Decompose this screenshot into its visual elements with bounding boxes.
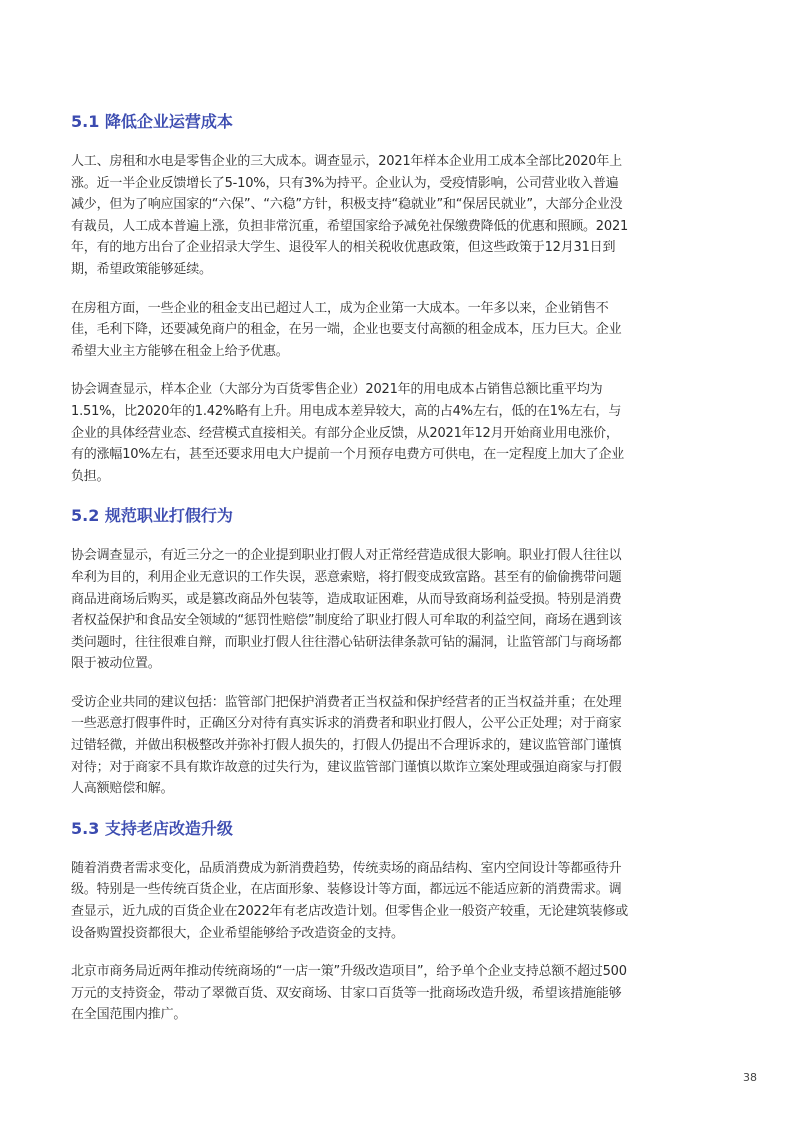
section-support-store-renovation (71, 817, 631, 1026)
section-title: 5.1 降低企业运营成本 (71, 112, 233, 131)
paragraph: 协会调查显示，有近三分之一的企业提到职业打假人对正常经营造成很大影响。职业打假人往往以牟利为目的，利用企业无意识的工作失误，恶意索赔，将打假变成致富路。甚至有的偷偷携带问题商品进商场后购买，或是篡改商品外包装等，造成取证困难，从而导致商场利益受损。特别是消费者权益保护和食品安全领域的“惩罚性赔偿”制度给了职业打假人可牟取的利益空间，商场在遇到该类问题时，往往很难自辩，而职业打假人往往潜心钻研法律条款可钻的漏洞，让监管部门与商场都限于被动位置。 (71, 548, 622, 672)
section-title: 5.2 规范职业打假行为 (71, 506, 233, 526)
paragraph: 北京市商务局近两年推动传统商场的“一店一策”升级改造项目”，给予单个企业支持总额不超过500万元的支持资金，带动了翠微百货、双安商场、甘家口百货等一批商场改造升级，希望该措施能够在全国范围内推广。 (71, 964, 627, 1023)
paragraph: 随着消费者需求变化，品质消费成为新消费趋势，传统卖场的商品结构、室内空间设计等都亟待升级。特别是一些传统百货企业，在店面形象、装修设计等方面，都远远不能适应新的消费需求。调查显示，近九成的百货企业在2022年有老店改造计划。但零售企业一般资产较重，无论建筑装修或设备购置投资都很大，企业希望能够给予改造资金的支持。 (71, 860, 629, 941)
page-number: 38 (743, 1071, 757, 1084)
paragraph: 受访企业共同的建议包括：监管部门把保护消费者正当权益和保护经营者的正当权益并重；在处理一些恶意打假事件时，正确区分对待有真实诉求的消费者和职业打假人，公平公正处理；对于商家过错轻微，并做出积极整改并弥补打假人损失的，打假人仍提出不合理诉求的，建议监管部门谨慎对待；对于商家不具有欺诈故意的过失行为，建议监管部门谨慎以欺诈立案处理或强迫商家与打假人高额赔偿和解。 (71, 694, 622, 797)
section-reduce-costs (71, 110, 631, 487)
section-title: 5.3 支持老店改造升级 (71, 818, 233, 838)
page-content (71, 110, 631, 1043)
paragraph: 人工、房租和水电是零售企业的三大成本。调查显示，2021年样本企业用工成本全部比2020年上涨。近一半企业反馈增长了5-10%，只有3%为持平。企业认为，受疫情影响，公司营业收入普遍减少，但为了响应国家的“六保”、“六稳”方针，积极支持“稳就业”和“保居民就业”，大部分企业没有裁员，人工成本普遍上涨，负担非常沉重，希望国家给予减免社保缴费降低的优惠和照顾。2021年，有的地方出台了企业招录大学生、退役军人的相关税收优惠政策，但这些政策于12月31日到期，希望政策能够延续。 (71, 154, 629, 277)
section-regulate-professional-anti-counterfeiting (71, 504, 631, 800)
paragraph: 协会调查显示，样本企业（大部分为百货零售企业）2021年的用电成本占销售总额比重平均为1.51%，比2020年的1.42%略有上升。用电成本差异较大，高的占4%左右，低的在1%左右，与企业的具体经营业态、经营模式直接相关。有部分企业反馈，从2021年12月开始商业用电涨价，有的涨幅10%左右，甚至还要求用电大户提前一个月预存电费方可供电，在一定程度上加大了企业负担。 (71, 382, 625, 484)
paragraph: 在房租方面，一些企业的租金支出已超过人工，成为企业第一大成本。一年多以来，企业销售不佳，毛利下降，还要减免商户的租金，在另一端，企业也要支付高额的租金成本，压力巨大。企业希望大业主方能够在租金上给予优惠。 (71, 300, 622, 359)
